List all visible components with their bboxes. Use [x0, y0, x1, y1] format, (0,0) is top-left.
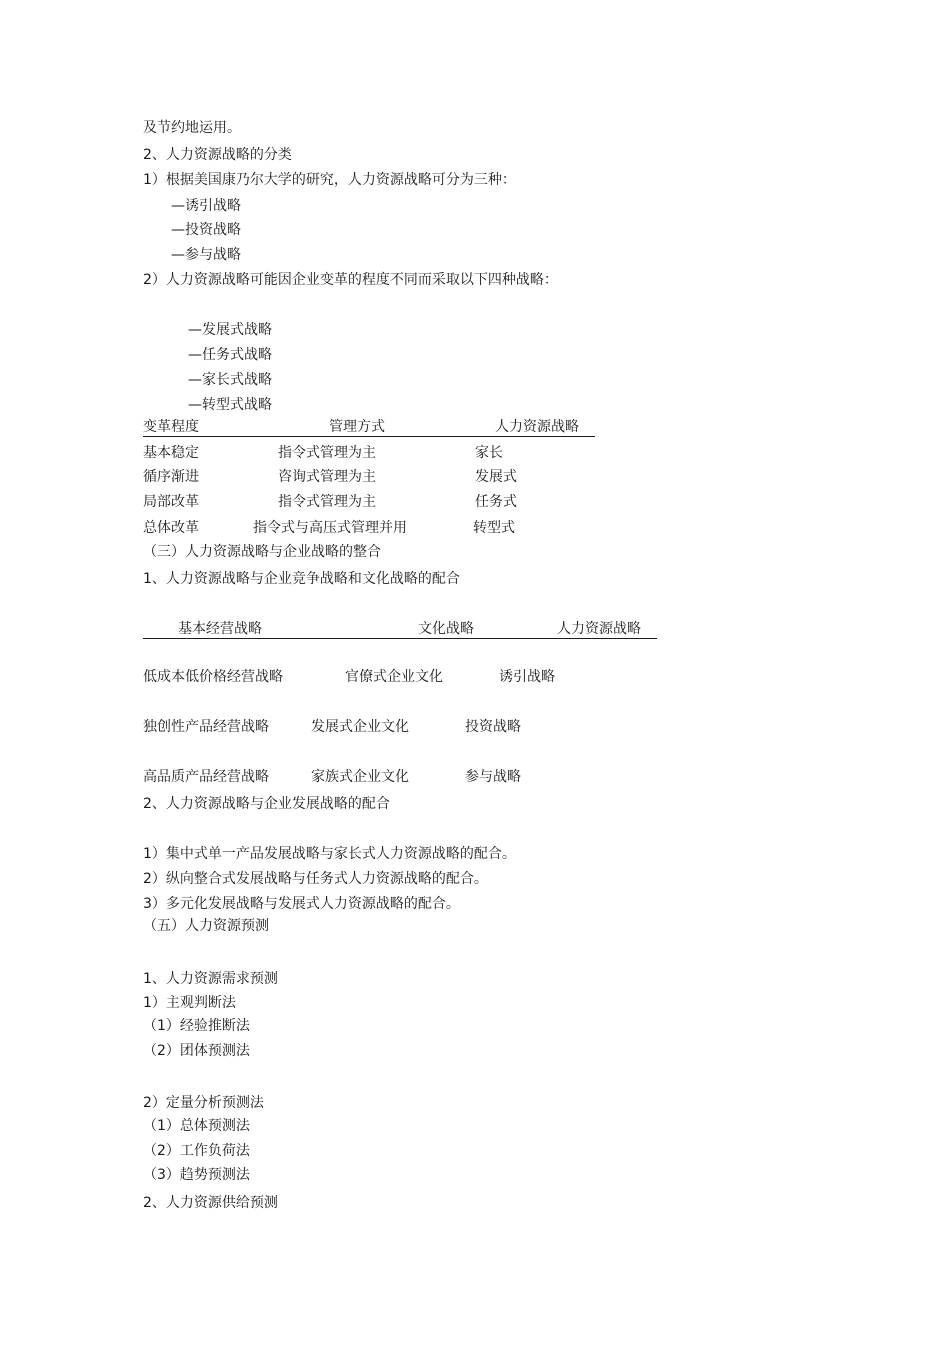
- table-cell: 发展式企业文化: [311, 719, 409, 735]
- section-heading-integration: （三）人力资源战略与企业战略的整合: [143, 544, 381, 560]
- table-cell: 投资战略: [465, 719, 521, 735]
- table-cell: 发展式: [475, 469, 517, 485]
- list-item: 1）集中式单一产品发展战略与家长式人力资源战略的配合。: [143, 846, 516, 862]
- subsection-heading: 2、人力资源战略与企业发展战略的配合: [143, 796, 390, 812]
- list-item: —参与战略: [171, 247, 241, 263]
- list-item: —发展式战略: [188, 322, 272, 338]
- table-header-cell: 管理方式: [329, 419, 385, 435]
- table-cell: 任务式: [475, 494, 517, 510]
- table-header-cell: 人力资源战略: [495, 419, 579, 435]
- table-cell: 诱引战略: [499, 669, 555, 685]
- list-item: 3）多元化发展战略与发展式人力资源战略的配合。: [143, 896, 460, 912]
- paragraph-continuation: 及节约地运用。: [143, 120, 241, 136]
- subsection-heading: 1、人力资源战略与企业竞争战略和文化战略的配合: [143, 571, 460, 587]
- table-header-cell: 人力资源战略: [557, 621, 641, 637]
- table-cell: 指令式与高压式管理并用: [253, 520, 407, 536]
- table-cell: 咨询式管理为主: [278, 469, 376, 485]
- table-cell: 高品质产品经营战略: [143, 769, 269, 785]
- table-header-rule: [143, 436, 595, 437]
- list-item: —转型式战略: [188, 397, 272, 413]
- table-cell: 独创性产品经营战略: [143, 719, 269, 735]
- subsection-heading: 2、人力资源供给预测: [143, 1195, 278, 1211]
- table-cell: 家族式企业文化: [311, 769, 409, 785]
- table-header-cell: 基本经营战略: [178, 621, 262, 637]
- section-heading-forecast: （五）人力资源预测: [143, 918, 269, 934]
- list-item: —家长式战略: [188, 372, 272, 388]
- paragraph-four-strategies: 2）人力资源战略可能因企业变革的程度不同而采取以下四种战略：: [143, 272, 558, 288]
- table-cell: 家长: [475, 445, 503, 461]
- table-cell: 局部改革: [143, 494, 199, 510]
- method-heading: 1）主观判断法: [143, 995, 236, 1011]
- table-cell: 转型式: [473, 520, 515, 536]
- table-cell: 官僚式企业文化: [345, 669, 443, 685]
- table-cell: 低成本低价格经营战略: [143, 669, 283, 685]
- list-item: —任务式战略: [188, 347, 272, 363]
- list-item: 2）纵向整合式发展战略与任务式人力资源战略的配合。: [143, 871, 488, 887]
- list-item: （1）经验推断法: [143, 1018, 250, 1034]
- list-item: —诱引战略: [171, 198, 241, 214]
- table-cell: 基本稳定: [143, 445, 199, 461]
- list-item: （1）总体预测法: [143, 1118, 250, 1134]
- method-heading: 2）定量分析预测法: [143, 1095, 264, 1111]
- paragraph-cornell: 1）根据美国康乃尔大学的研究，人力资源战略可分为三种：: [143, 172, 516, 188]
- table-header-cell: 变革程度: [143, 419, 199, 435]
- table-cell: 总体改革: [143, 520, 199, 536]
- table-cell: 循序渐进: [143, 469, 199, 485]
- list-item: （3）趋势预测法: [143, 1167, 250, 1183]
- table-cell: 指令式管理为主: [278, 494, 376, 510]
- list-item: —投资战略: [171, 222, 241, 238]
- subsection-heading: 1、人力资源需求预测: [143, 971, 278, 987]
- section-heading-classification: 2、人力资源战略的分类: [143, 147, 292, 163]
- list-item: （2）团体预测法: [143, 1043, 250, 1059]
- table-header-rule: [143, 638, 657, 639]
- table-cell: 指令式管理为主: [278, 445, 376, 461]
- table-cell: 参与战略: [465, 769, 521, 785]
- list-item: （2）工作负荷法: [143, 1143, 250, 1159]
- table-header-cell: 文化战略: [418, 621, 474, 637]
